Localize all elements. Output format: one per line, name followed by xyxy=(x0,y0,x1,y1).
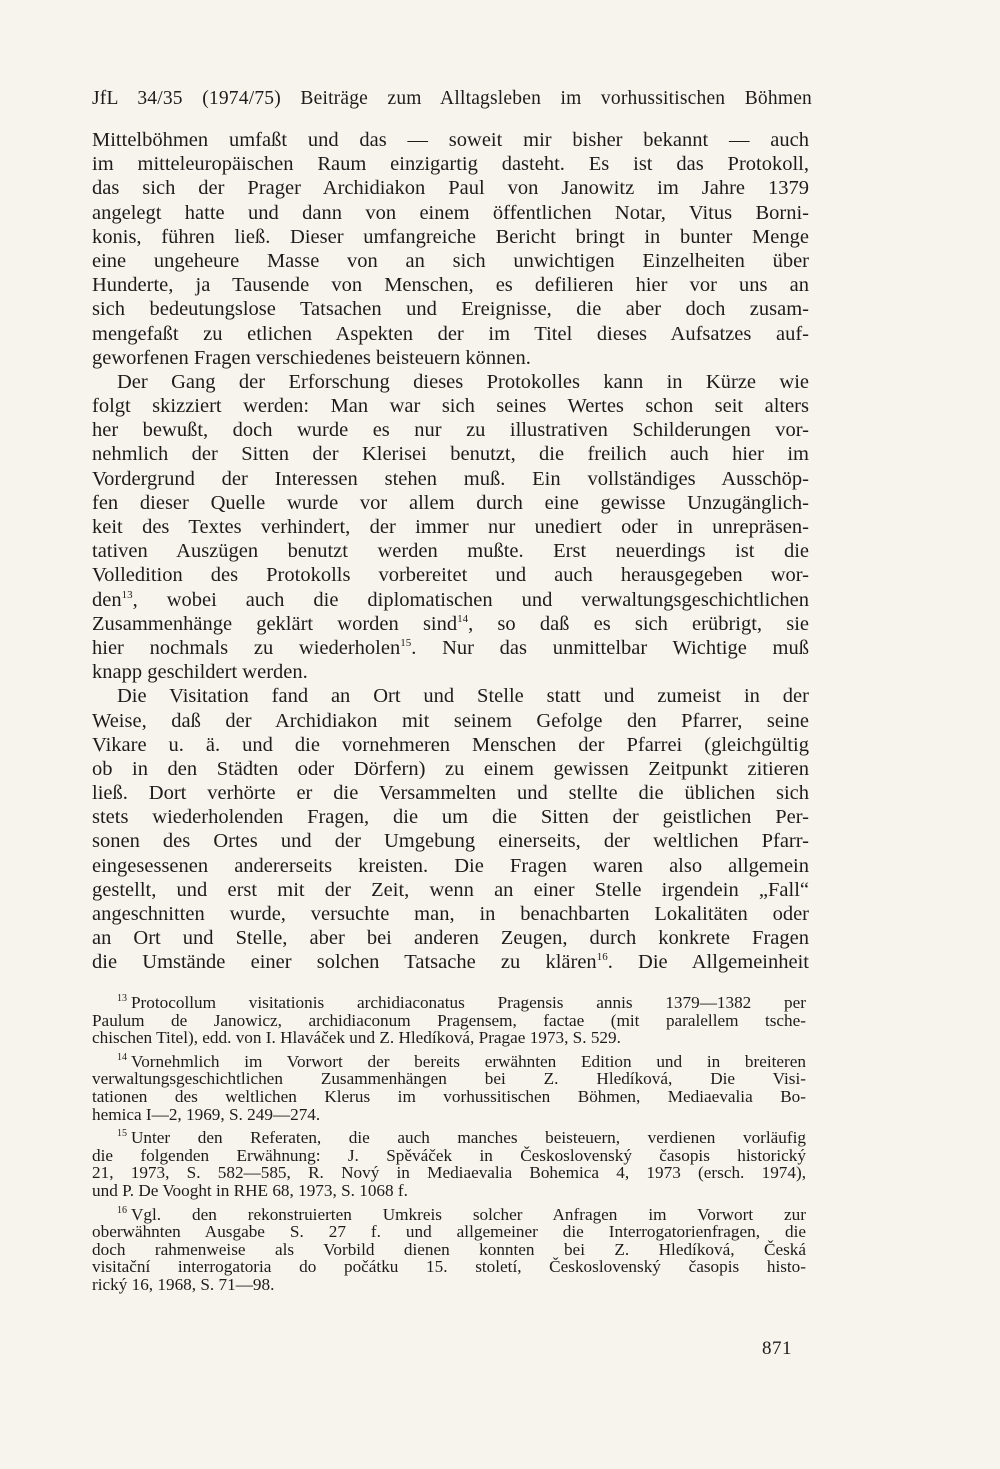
text-line: angeschnitten wurde, versuchte man, in benachbarten Lokalitäten oder xyxy=(92,903,809,925)
text-line: sich bedeutungslose Tatsachen und Ereignisse, die aber doch zusam- xyxy=(92,298,809,321)
footnote-line: rický 16, 1968, S. 71—98. xyxy=(92,1274,275,1294)
footnote-line: tationen des weltlichen Klerus im vorhussitischen Böhmen, Mediaevalia Bo- xyxy=(92,1086,806,1106)
text-line: an Ort und Stelle, aber bei anderen Zeugen, durch konkrete Fragen xyxy=(92,927,809,950)
main-text xyxy=(92,128,809,975)
text-line: Vikare u. ä. und die vornehmeren Menschen der Pfarrei (gleichgültig xyxy=(92,733,809,756)
footnote xyxy=(92,1129,806,1199)
text-line: im mitteleuropäischen Raum einzigartig dasteht. Es ist das Protokoll, xyxy=(92,153,809,176)
text-line: folgt skizziert werden: Man war sich seines Wertes schon seit alters xyxy=(92,395,809,418)
footnote xyxy=(92,1053,806,1123)
footnote-number: 13 xyxy=(117,993,127,1005)
page-number: 871 xyxy=(762,1338,792,1359)
footnote-reference[interactable]: 14 xyxy=(457,612,469,625)
text-line: gestellt, und erst mit der Zeit, wenn an einer Stelle irgendein „Fall“ xyxy=(92,878,809,901)
text-line: ließ. Dort verhörte er die Versammelten und stellte die üblichen sich xyxy=(92,782,809,805)
footnote-line: doch rahmenweise als Vorbild dienen konnten bei Z. Hledíková, Česká xyxy=(92,1239,806,1259)
text-line: eine ungeheure Masse von an sich unwichtigen Einzelheiten über xyxy=(92,249,809,272)
text-line: eingesessenen andererseits kreisten. Die Fragen waren also allgemein xyxy=(92,854,809,877)
text-line: her bewußt, doch wurde es nur zu illustrativen Schilderungen vor- xyxy=(92,419,809,442)
footnote-line: chischen Titel), edd. von I. Hlaváček und Z. Hledíková, Pragae 1973, S. 529. xyxy=(92,1028,621,1048)
footnote-line: oberwähnten Ausgabe S. 27 f. und allgemeiner die Interrogatorienfragen, die xyxy=(92,1222,806,1242)
footnote-line: visitační interrogatoria do počátku 15. století, Československý časopis histo- xyxy=(92,1257,806,1277)
text-line: Zusammenhänge geklärt worden sind$^{14}$, so daß es sich erübrigt, sie xyxy=(92,612,809,635)
text-line: angelegt hatte und dann von einem öffentlichen Notar, Vitus Borni- xyxy=(92,201,809,224)
text-line: Hunderte, ja Tausende von Menschen, es defilieren hier vor uns an xyxy=(92,274,809,297)
text-line: keit des Textes verhindert, der immer nur unediert oder in unrepräsen- xyxy=(92,516,809,538)
footnotes xyxy=(92,994,806,1294)
text-line: tativen Auszügen benutzt werden mußte. Erst neuerdings ist die xyxy=(92,540,809,563)
text-line: den$^{13}$, wobei auch die diplomatischen und verwaltungsgeschichtlichen xyxy=(92,588,809,611)
footnote-line: verwaltungsgeschichtlichen Zusammenhängen bei Z. Hledíková, Die Visi- xyxy=(92,1069,806,1089)
footnote-reference[interactable]: 16 xyxy=(596,951,608,964)
text-line: mengefaßt zu etlichen Aspekten der im Titel dieses Aufsatzes auf- xyxy=(92,322,809,345)
text-line: hier nochmals zu wiederholen$^{15}$. Nur das unmittelbar Wichtige muß xyxy=(92,636,809,659)
text-line: fen dieser Quelle wurde vor allem durch eine gewisse Unzugänglich- xyxy=(92,491,809,514)
footnote-line: Paulum de Janowicz, archidiaconum Pragensem, factae (mit paralellem tsche- xyxy=(92,1010,806,1030)
text-line: stets wiederholenden Fragen, die um die Sitten der geistlichen Per- xyxy=(92,806,809,829)
text-line: sonen des Ortes und der Umgebung einerseits, der weltlichen Pfarr- xyxy=(92,830,809,853)
text-line: konis, führen ließ. Dieser umfangreiche Bericht bringt in bunter Menge xyxy=(92,225,809,248)
text-line: Der Gang der Erforschung dieses Protokolles kann in Kürze wie xyxy=(117,370,809,393)
footnote-number: 16 xyxy=(117,1204,127,1216)
text-line: knapp geschildert werden. xyxy=(92,661,308,684)
text-line: das sich der Prager Archidiakon Paul von Janowitz im Jahre 1379 xyxy=(92,177,809,200)
footnote-number: 15 xyxy=(117,1128,127,1140)
text-line: Vordergrund der Interessen stehen muß. Ein vollständiges Ausschöp- xyxy=(92,467,809,490)
footnote-line: die folgenden Erwähnung: J. Spěváček in Československý časopis historický xyxy=(92,1145,806,1165)
footnote-line: 21, 1973, S. 582—585, R. Nový in Mediaevalia Bohemica 4, 1973 (ersch. 1974), xyxy=(92,1163,806,1183)
footnote-line: $^{15}$ Unter den Referaten, die auch manches beisteuern, verdienen vorläufig xyxy=(117,1128,806,1148)
footnote-line: $^{14}$ Vornehmlich im Vorwort der bereits erwähnten Edition und in breiteren xyxy=(117,1051,806,1071)
text-line: Die Visitation fand an Ort und Stelle statt und zumeist in der xyxy=(117,685,809,708)
text-line: ob in den Städten oder Dörfern) zu einem gewissen Zeitpunkt zitieren xyxy=(92,757,809,780)
text-line: die Umstände einer solchen Tatsache zu klären$^{16}$. Die Allgemeinheit xyxy=(92,951,809,974)
footnote-line: hemica I—2, 1969, S. 249—274. xyxy=(92,1104,321,1124)
text-line: geworfenen Fragen verschiedenes beisteuern können. xyxy=(92,346,531,369)
footnote-line: und P. De Vooght in RHE 68, 1973, S. 1068 f. xyxy=(92,1180,408,1200)
footnote xyxy=(92,1206,806,1294)
footnote-reference[interactable]: 13 xyxy=(121,588,133,601)
footnote-number: 14 xyxy=(117,1052,127,1064)
text-line: Weise, daß der Archidiakon mit seinem Gefolge den Pfarrer, seine xyxy=(92,709,809,732)
footnote-line: $^{13}$ Protocollum visitationis archidiaconatus Pragensis annis 1379—1382 per xyxy=(117,993,806,1012)
text-line: nehmlich der Sitten der Klerisei benutzt, die freilich auch hier im xyxy=(92,443,809,466)
text-line: Mittelböhmen umfaßt und das — soweit mir bisher bekannt — auch xyxy=(92,129,809,151)
footnote-reference[interactable]: 15 xyxy=(400,637,412,650)
text-line: Volledition des Protokolls vorbereitet und auch herausgegeben wor- xyxy=(92,564,809,587)
running-header: JfL 34/35 (1974/75) Beiträge zum Alltagsleben im vorhussitischen Böhmen xyxy=(92,88,812,109)
footnote xyxy=(92,994,806,1047)
footnote-line: $^{16}$ Vgl. den rekonstruierten Umkreis solcher Anfragen im Vorwort zur xyxy=(117,1204,806,1224)
